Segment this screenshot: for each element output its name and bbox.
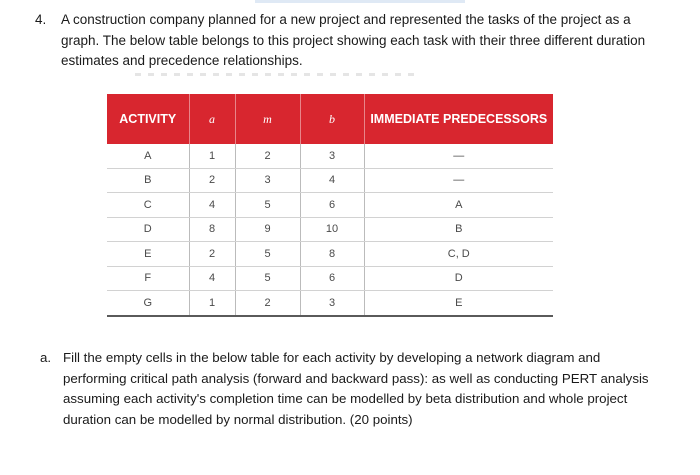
- table-row: [107, 168, 553, 193]
- table-row: [107, 242, 553, 267]
- cell-m: 3: [235, 168, 300, 193]
- header-b: b: [300, 94, 364, 144]
- cell-predecessors: —: [364, 168, 553, 193]
- cell-predecessors: —: [364, 144, 553, 168]
- cell-a: 2: [189, 242, 235, 267]
- question-text: A construction company planned for a new project and represented the tasks of the project as a graph. The below table belongs to this project showing each task with their three different duration estimates and precedence relationships.: [61, 12, 646, 68]
- pert-activity-table: [107, 94, 553, 317]
- cell-activity: G: [107, 291, 189, 316]
- table-row: [107, 217, 553, 242]
- cell-activity: F: [107, 266, 189, 291]
- cell-activity: B: [107, 168, 189, 193]
- cell-predecessors: B: [364, 217, 553, 242]
- cell-m: 5: [235, 266, 300, 291]
- table-row: [107, 193, 553, 218]
- cell-predecessors: A: [364, 193, 553, 218]
- header-m: m: [235, 94, 300, 144]
- table-row: [107, 266, 553, 291]
- table-header-row: [107, 94, 553, 144]
- cell-b: 6: [300, 266, 364, 291]
- cell-b: 4: [300, 168, 364, 193]
- cell-m: 9: [235, 217, 300, 242]
- cell-m: 2: [235, 291, 300, 316]
- top-highlight-strip: [255, 0, 465, 3]
- cell-predecessors: C, D: [364, 242, 553, 267]
- cell-m: 5: [235, 242, 300, 267]
- cell-b: 8: [300, 242, 364, 267]
- cell-a: 8: [189, 217, 235, 242]
- cell-b: 3: [300, 144, 364, 168]
- header-immediate-predecessors: IMMEDIATE PREDECESSORS: [364, 94, 553, 144]
- cell-a: 4: [189, 266, 235, 291]
- table-row: [107, 291, 553, 316]
- table-row: [107, 144, 553, 168]
- cell-b: 3: [300, 291, 364, 316]
- cell-m: 2: [235, 144, 300, 168]
- sub-question-text: Fill the empty cells in the below table for each activity by developing a network diagram and performing critical path analysis (forward and backward pass): as well as conducting PERT analysis assuming each activity's completion time can be modelled by beta distribution and whole project duration can be modelled by normal distribution. (20 points): [63, 350, 649, 427]
- cell-activity: A: [107, 144, 189, 168]
- question-number: 4.: [35, 12, 47, 27]
- cell-activity: C: [107, 193, 189, 218]
- cell-predecessors: D: [364, 266, 553, 291]
- cell-a: 4: [189, 193, 235, 218]
- cell-b: 6: [300, 193, 364, 218]
- header-a: a: [189, 94, 235, 144]
- cell-m: 5: [235, 193, 300, 218]
- cell-a: 1: [189, 291, 235, 316]
- cell-a: 2: [189, 168, 235, 193]
- cell-activity: E: [107, 242, 189, 267]
- cell-predecessors: E: [364, 291, 553, 316]
- sub-question-label: a.: [40, 350, 52, 365]
- question-4: [35, 10, 665, 72]
- scan-artifact-line: [135, 73, 415, 76]
- sub-question-a: [35, 348, 655, 430]
- cell-b: 10: [300, 217, 364, 242]
- cell-a: 1: [189, 144, 235, 168]
- header-activity: ACTIVITY: [107, 94, 189, 144]
- cell-activity: D: [107, 217, 189, 242]
